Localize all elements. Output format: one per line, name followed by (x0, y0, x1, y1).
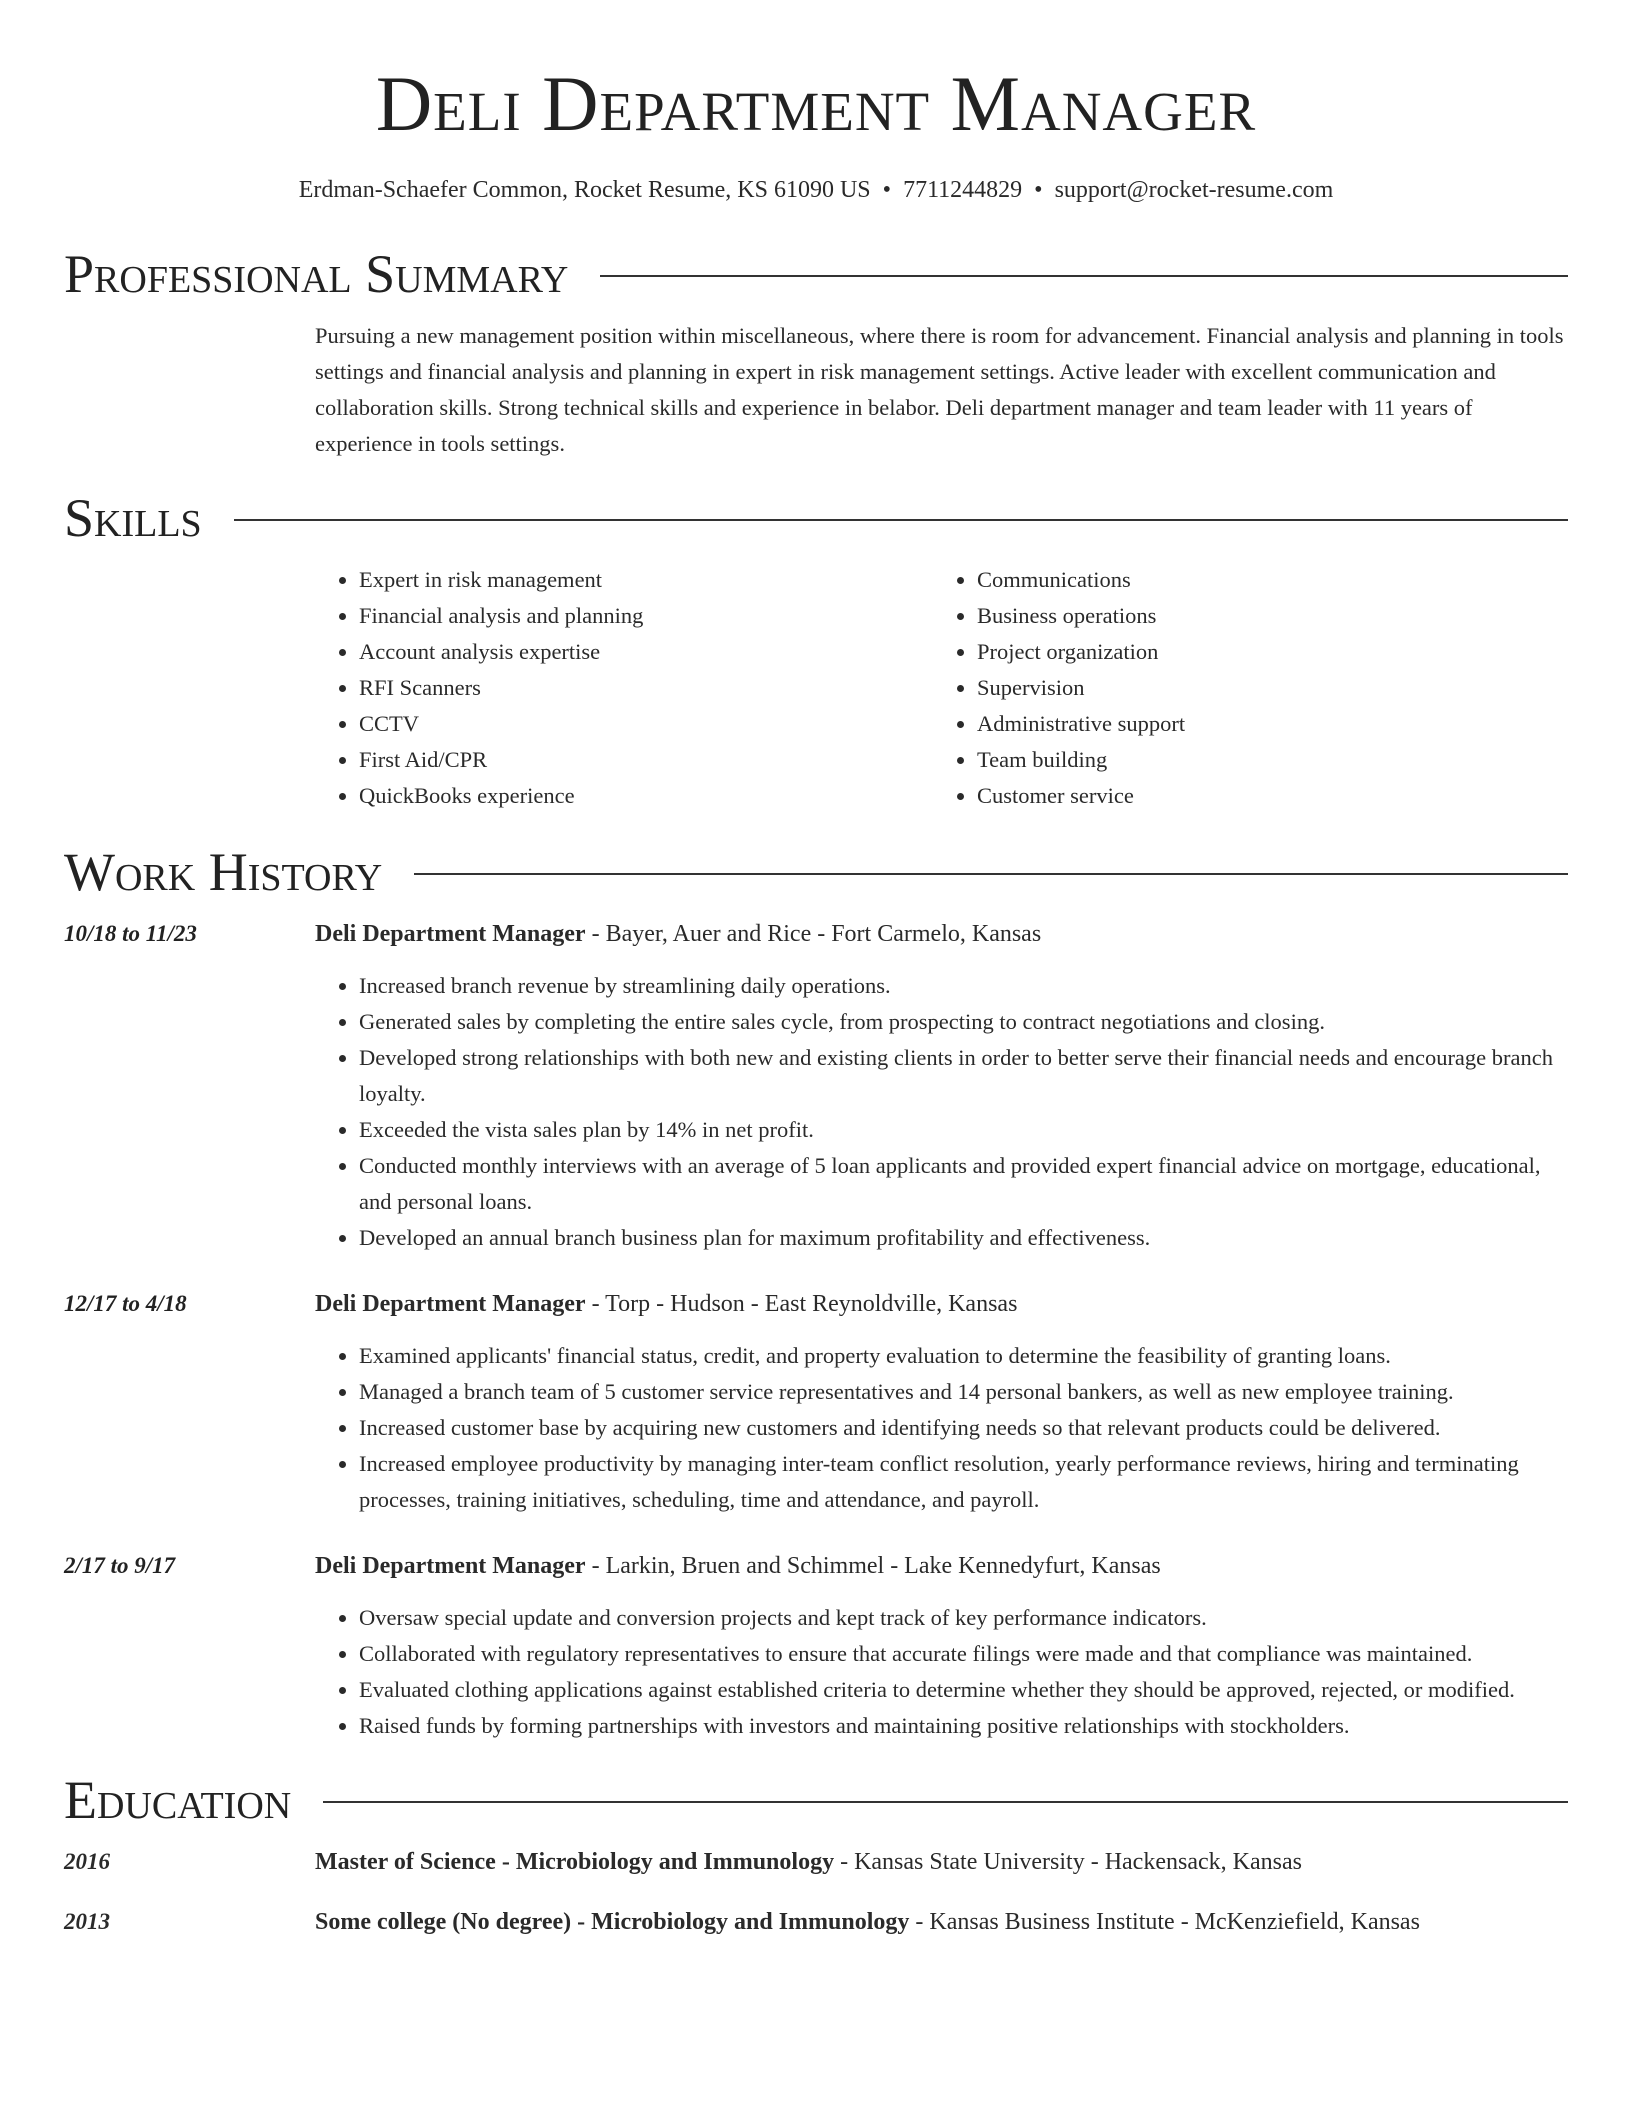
work-heading: Work History (64, 842, 383, 902)
summary-text: Pursuing a new management position within miscellaneous, where there is room for advancement. Financial analysis and planning in tools settings and financial analysis and planning in expert in risk management settings. Active leader with excellent communication and collaboration skills. Strong technical skills and experience in belabor. Deli department manager and team leader with 11 years of experience in tools settings. (315, 323, 1564, 456)
contact-line (64, 174, 1568, 206)
job-title: Deli Department Manager (315, 1553, 586, 1579)
job-entry (64, 1286, 1568, 1518)
skill-item: • Expert in risk management (359, 562, 933, 598)
skill-item: • Customer service (977, 778, 1551, 814)
skill-item: • RFI Scanners (359, 670, 933, 706)
job-company: - Larkin, Bruen and Schimmel - Lake Kennedyfurt, Kansas (585, 1553, 1161, 1579)
contact-separator: • (882, 177, 892, 203)
skills-header (64, 488, 1568, 548)
education-entry (64, 1844, 1568, 1880)
skill-item: • Communications (977, 562, 1551, 598)
skill-item: • Business operations (977, 598, 1551, 634)
job-company: - Bayer, Auer and Rice - Fort Carmelo, Kansas (585, 921, 1042, 947)
skill-item: • CCTV (359, 706, 933, 742)
job-entry (64, 1548, 1568, 1744)
skill-item: • Supervision (977, 670, 1551, 706)
job-title-line (315, 1548, 1568, 1584)
skills-section (64, 488, 1568, 814)
contact-address: Erdman-Schaefer Common, Rocket Resume, KS 61090 US (298, 177, 871, 203)
skill-item: • Team building (977, 742, 1551, 778)
education-title-line (315, 1904, 1568, 1940)
job-bullet: • Conducted monthly interviews with an average of 5 loan applicants and provided expert financial advice on mortgage, educational, and personal loans. (359, 1148, 1568, 1220)
section-divider (414, 873, 1568, 875)
skill-item: • Account analysis expertise (359, 634, 933, 670)
education-section (64, 1770, 1568, 1940)
job-bullets (315, 1600, 1568, 1744)
education-header (64, 1770, 1568, 1830)
summary-section (64, 244, 1568, 462)
job-bullets (315, 1338, 1568, 1518)
education-school: - Kansas State University - Hackensack, Kansas (834, 1849, 1302, 1875)
job-bullet: • Examined applicants' financial status, credit, and property evaluation to determine the feasibility of granting loans. (359, 1338, 1568, 1374)
job-bullet: • Evaluated clothing applications against established criteria to determine whether they should be approved, rejected, or modified. (359, 1672, 1568, 1708)
education-heading: Education (64, 1770, 292, 1830)
job-bullet: • Developed strong relationships with both new and existing clients in order to better serve their financial needs and encourage branch loyalty. (359, 1040, 1568, 1112)
job-bullet: • Developed an annual branch business plan for maximum profitability and effectiveness. (359, 1220, 1568, 1256)
skills-column-right (933, 562, 1551, 814)
job-title: Deli Department Manager (315, 1291, 586, 1317)
job-dates: 12/17 to 4/18 (64, 1291, 187, 1316)
section-divider (323, 1801, 1568, 1803)
section-divider (234, 519, 1568, 521)
education-entry (64, 1904, 1568, 1940)
resume-name: Deli Department Manager (375, 60, 1257, 147)
job-bullet: • Managed a branch team of 5 customer service representatives and 14 personal bankers, as well as new employee training. (359, 1374, 1568, 1410)
job-bullet: • Increased branch revenue by streamlining daily operations. (359, 968, 1568, 1004)
skill-item: • First Aid/CPR (359, 742, 933, 778)
contact-email: support@rocket-resume.com (1054, 177, 1334, 203)
job-bullet: • Collaborated with regulatory representatives to ensure that accurate filings were made and that compliance was maintained. (359, 1636, 1568, 1672)
skill-item: • Financial analysis and planning (359, 598, 933, 634)
skills-column-left (315, 562, 933, 814)
work-section (64, 842, 1568, 1744)
education-degree: Some college (No degree) - Microbiology and Immunology (315, 1909, 910, 1935)
section-divider (600, 275, 1568, 277)
contact-separator: • (1034, 177, 1043, 203)
contact-phone: 7711244829 (903, 177, 1023, 203)
job-title: Deli Department Manager (315, 921, 586, 947)
job-bullets (315, 968, 1568, 1256)
education-school: - Kansas Business Institute - McKenziefield, Kansas (909, 1909, 1420, 1935)
skills-list (315, 562, 1568, 814)
resume-page (64, 0, 1568, 1940)
skill-item: • Project organization (977, 634, 1551, 670)
job-bullet: • Increased employee productivity by managing inter-team conflict resolution, yearly performance reviews, hiring and terminating processes, training initiatives, scheduling, time and attendance, and payroll. (359, 1446, 1568, 1518)
job-company: - Torp - Hudson - East Reynoldville, Kansas (585, 1291, 1018, 1317)
job-dates: 2/17 to 9/17 (64, 1553, 176, 1578)
job-bullet: • Increased customer base by acquiring new customers and identifying needs so that relevant products could be delivered. (359, 1410, 1568, 1446)
summary-header (64, 244, 1568, 304)
summary-heading: Professional Summary (64, 244, 569, 304)
education-title-line (315, 1844, 1568, 1880)
job-title-line (315, 1286, 1568, 1322)
education-year: 2013 (64, 1909, 110, 1934)
job-entry (64, 916, 1568, 1256)
job-bullet: • Generated sales by completing the entire sales cycle, from prospecting to contract negotiations and closing. (359, 1004, 1568, 1040)
education-year: 2016 (64, 1849, 110, 1874)
job-dates: 10/18 to 11/23 (64, 921, 197, 946)
job-bullet: • Raised funds by forming partnerships with investors and maintaining positive relationships with stockholders. (359, 1708, 1568, 1744)
education-degree: Master of Science - Microbiology and Immunology (315, 1849, 835, 1875)
work-header (64, 842, 1568, 902)
job-title-line (315, 916, 1568, 952)
skills-heading: Skills (64, 488, 202, 548)
job-bullet: • Exceeded the vista sales plan by 14% in net profit. (359, 1112, 1568, 1148)
job-bullet: • Oversaw special update and conversion projects and kept track of key performance indicators. (359, 1600, 1568, 1636)
skill-item: • QuickBooks experience (359, 778, 933, 814)
skill-item: • Administrative support (977, 706, 1551, 742)
